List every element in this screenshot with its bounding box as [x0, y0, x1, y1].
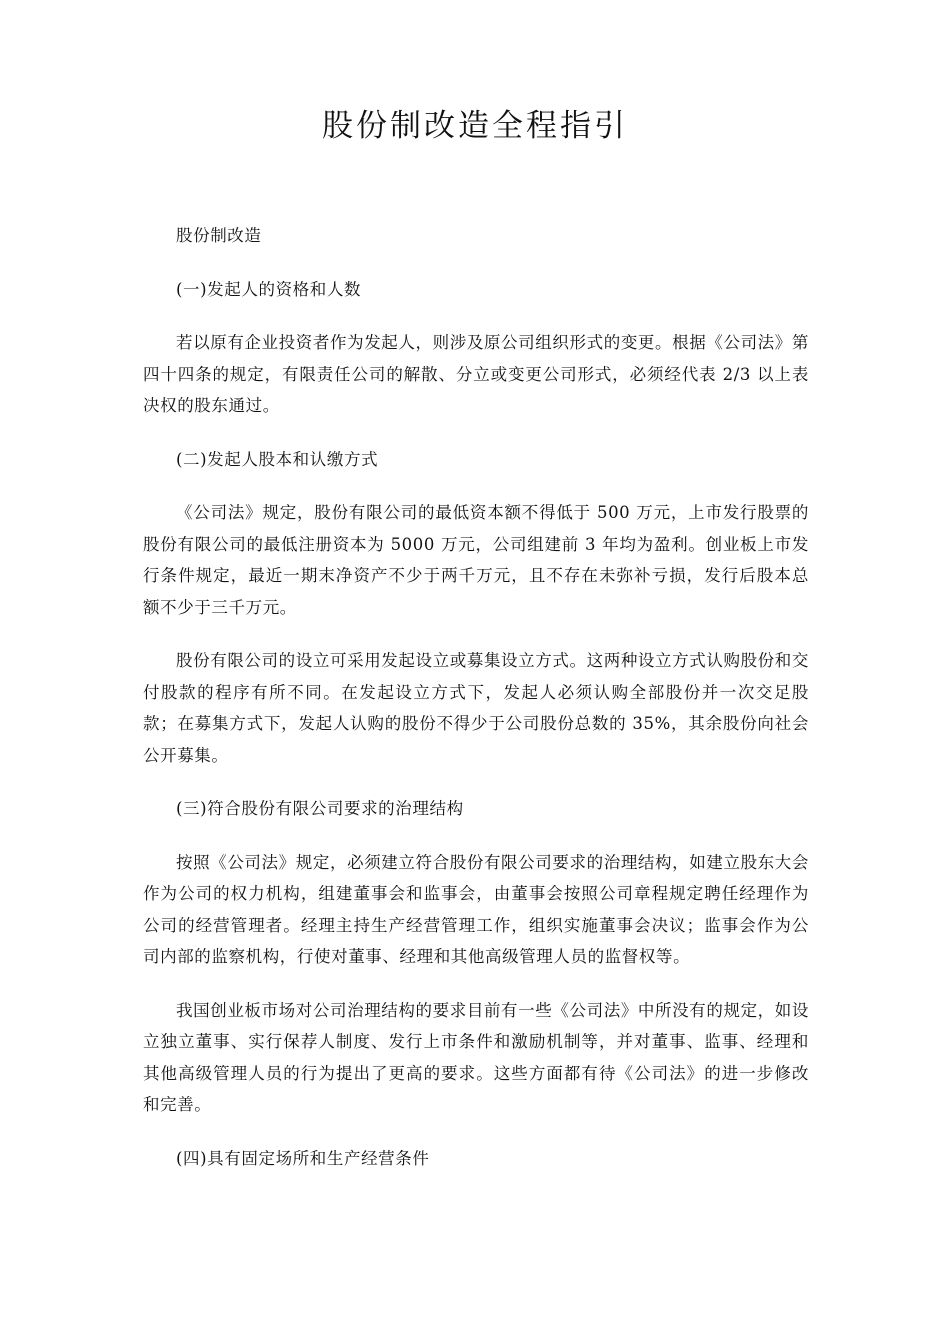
paragraph: 若以原有企业投资者作为发起人，则涉及原公司组织形式的变更。根据《公司法》第四十四条的规定，有限责任公司的解散、分立或变更公司形式，必须经代表 2/3 以上表决权的股东通过。 [143, 333, 809, 415]
paragraph: 我国创业板市场对公司治理结构的要求目前有一些《公司法》中所没有的规定，如设立独立董事、实行保荐人制度、发行上市条件和激励机制等，并对董事、监事、经理和其他高级管理人员的行为提出了更高的要求。这些方面都有待《公司法》的进一步修改和完善。 [143, 1000, 809, 1114]
paragraph: 《公司法》规定，股份有限公司的最低资本额不得低于 500 万元，上市发行股票的股份有限公司的最低注册资本为 5000 万元，公司组建前 3 年均为盈利。创业板上市发行条件规定，最近一期末净资产不少于两千万元，且不存在未弥补亏损，发行后股本总额不少于三千万元。 [143, 503, 809, 617]
paragraph: 按照《公司法》规定，必须建立符合股份有限公司要求的治理结构，如建立股东大会作为公司的权力机构，组建董事会和监事会，由董事会按照公司章程规定聘任经理作为公司的经营管理者。经理主持生产经营管理工作，组织实施董事会决议；监事会作为公司内部的监察机构，行使对董事、经理和其他高级管理人员的监督权等。 [143, 852, 809, 966]
document-title: 股份制改造全程指引 [322, 108, 628, 144]
document-body [143, 220, 809, 1196]
paragraph: 股份有限公司的设立可采用发起设立或募集设立方式。这两种设立方式认购股份和交付股款的程序有所不同。在发起设立方式下，发起人必须认购全部股份并一次交足股款；在募集方式下，发起人认购的股份不得少于公司股份总数的 35%，其余股份向社会公开募集。 [143, 651, 809, 765]
subsection-heading: (四)具有固定场所和生产经营条件 [176, 1148, 430, 1168]
subsection-heading: (二)发起人股本和认缴方式 [176, 449, 379, 469]
subsection-heading: (三)符合股份有限公司要求的治理结构 [176, 799, 464, 818]
subsection-heading: (一)发起人的资格和人数 [176, 279, 362, 299]
section-heading: 股份制改造 [176, 226, 262, 245]
